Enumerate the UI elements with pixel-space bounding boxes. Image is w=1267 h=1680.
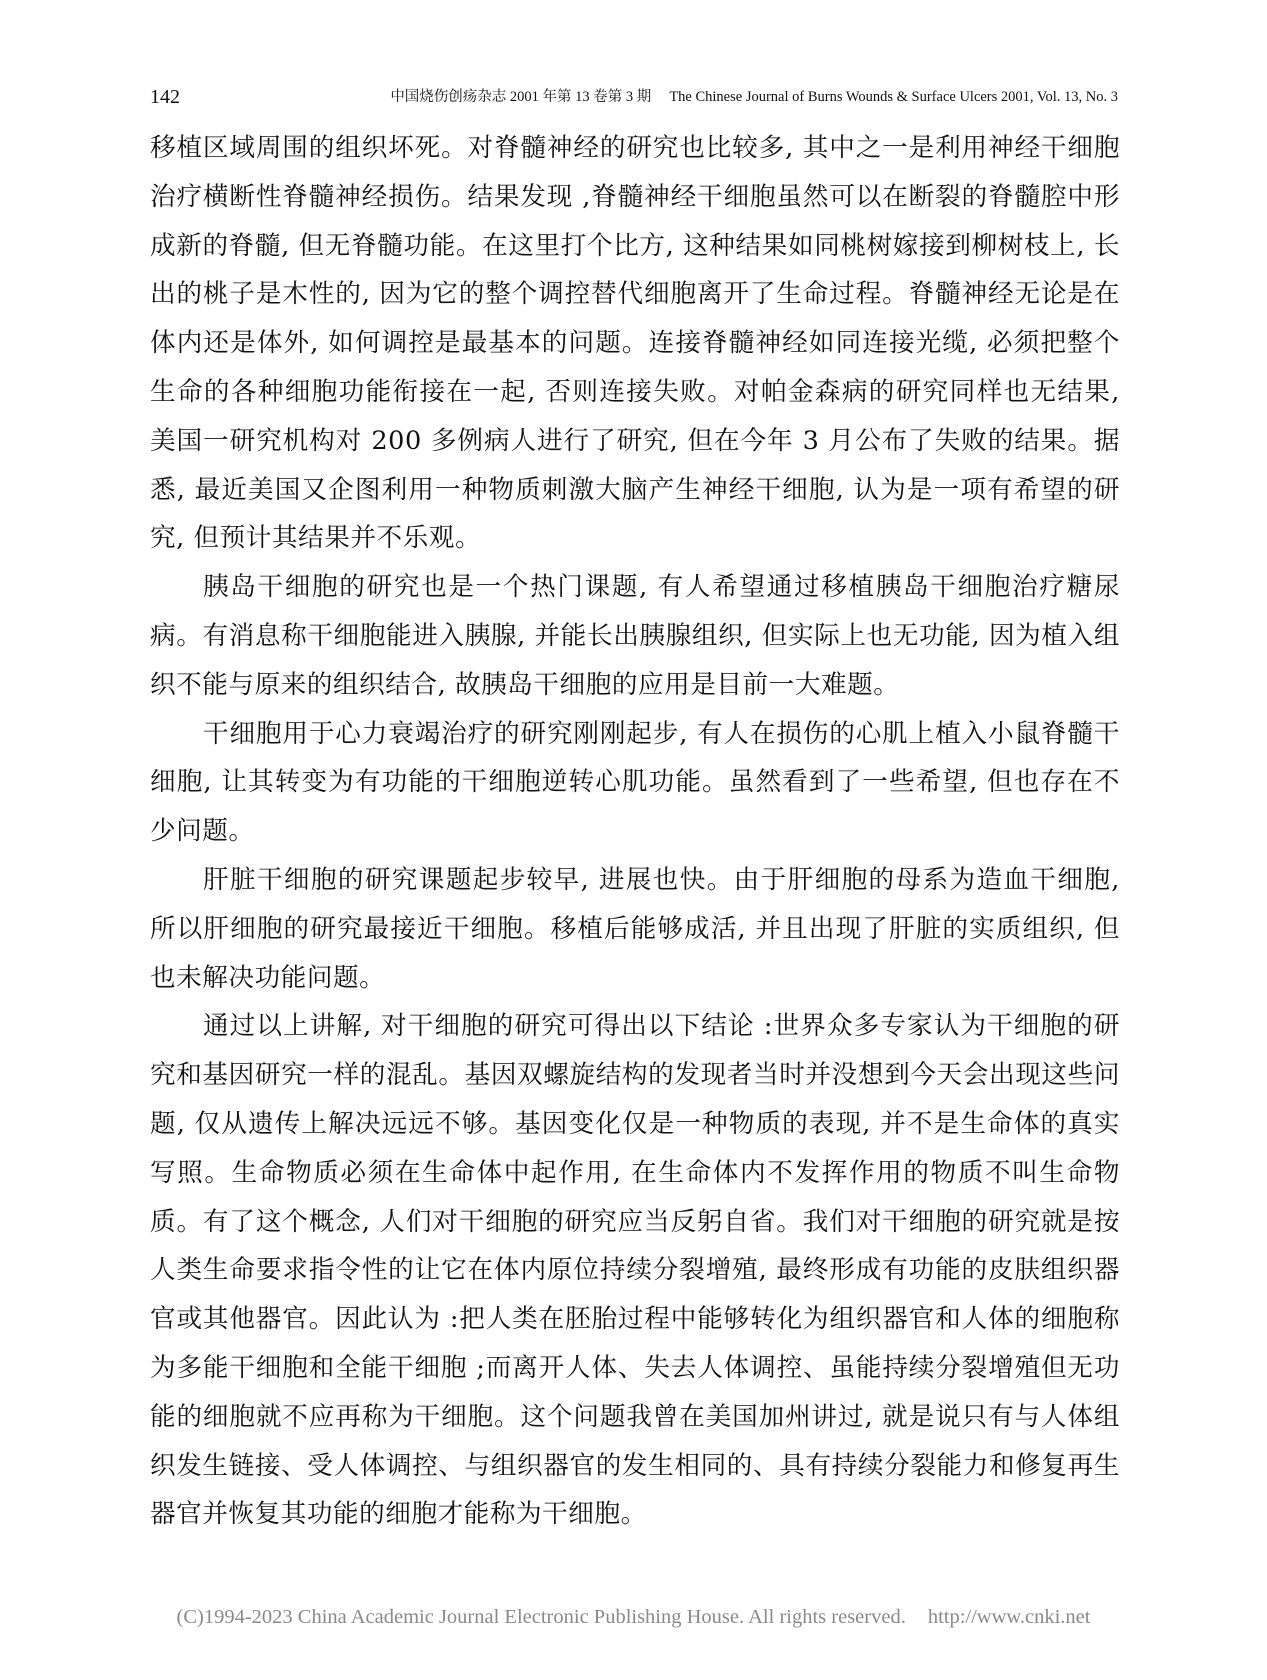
paragraph-islet-stem-cells: 胰岛干细胞的研究也是一个热门课题, 有人希望通过移植胰岛干细胞治疗糖尿病。有消息称干细胞能进入胰腺, 并能长出胰腺组织, 但实际上也无功能, 因为植入组织不能与原来的组织结合, 故胰岛干细胞的应用是目前一大难题。 [150,572,1120,700]
cnki-url[interactable]: http://www.cnki.net [927,1606,1091,1628]
journal-running-title [390,86,1118,108]
article-body [150,124,1120,1539]
page-number: 142 [150,86,180,108]
journal-title-chinese: 中国烧伤创疡杂志 2001 年第 13 卷第 3 期 [390,89,652,105]
running-header [150,84,1118,114]
paragraph-heart-failure: 干细胞用于心力衰竭治疗的研究刚刚起步, 有人在损伤的心肌上植入小鼠脊髓干细胞, 让其转变为有功能的干细胞逆转心肌功能。虽然看到了一些希望, 但也存在不少问题。 [150,718,1120,847]
paragraph-conclusion: 通过以上讲解, 对干细胞的研究可得出以下结论 :世界众多专家认为干细胞的研究和基因研究一样的混乱。基因双螺旋结构的发现者当时并没想到今天会出现这些问题, 仅从遗传上解决远远不够。基因变化仅是一种物质的表现, 并不是生命体的真实写照。生命物质必须在生命体中起作用, 在生命体内不发挥作用的物质不叫生命物质。有了这个概念, 人们对干细胞的研究应当反躬自省。我们对干细胞的研究就是按人类生命要求指令性的让它在体内原位持续分裂增殖, 最终形成有功能的皮肤组织器官或其他器官。因此认为 :把人类在胚胎过程中能够转化为组织器官和人体的细胞称为多能干细胞和全能干细胞 ;而离开人体、失去人体调控、虽能持续分裂增殖但无功能的细胞就不应再称为干细胞。这个问题我曾在美国加州讲过, 就是说只有与人体组织发生链接、受人体调控、与组织器官的发生相同的、具有持续分裂能力和修复再生器官并恢复其功能的细胞才能称为干细胞。 [150,1011,1120,1530]
paragraph-spinal-nerve: 移植区域周围的组织坏死。对脊髓神经的研究也比较多, 其中之一是利用神经干细胞治疗横断性脊髓神经损伤。结果发现 ,脊髓神经干细胞虽然可以在断裂的脊髓腔中形成新的脊髓, 但无脊髓功能。在这里打个比方, 这种结果如同桃树嫁接到柳树枝上, 长出的桃子是木性的, 因为它的整个调控替代细胞离开了生命过程。脊髓神经无论是在体内还是体外, 如何调控是最基本的问题。连接脊髓神经如同连接光缆, 必须把整个生命的各种细胞功能衔接在一起, 否则连接失败。对帕金森病的研究同样也无结果, 美国一研究机构对 200 多例病人进行了研究, 但在今年 3 月公布了失败的结果。据悉, 最近美国又企图利用一种物质刺激大脑产生神经干细胞, 认为是一项有希望的研究, 但预计其结果并不乐观。 [150,133,1120,554]
copyright-footer [0,1604,1267,1630]
journal-title-english: The Chinese Journal of Burns Wounds & Surface Ulcers 2001, Vol. 13, No. 3 [669,89,1118,105]
paragraph-liver-stem-cells: 肝脏干细胞的研究课题起步较早, 进展也快。由于肝细胞的母系为造血干细胞, 所以肝细胞的研究最接近干细胞。移植后能够成活, 并且出现了肝脏的实质组织, 但也未解决功能问题。 [150,864,1120,993]
copyright-notice: (C)1994-2023 China Academic Journal Electronic Publishing House. All rights reserved. [176,1606,906,1628]
